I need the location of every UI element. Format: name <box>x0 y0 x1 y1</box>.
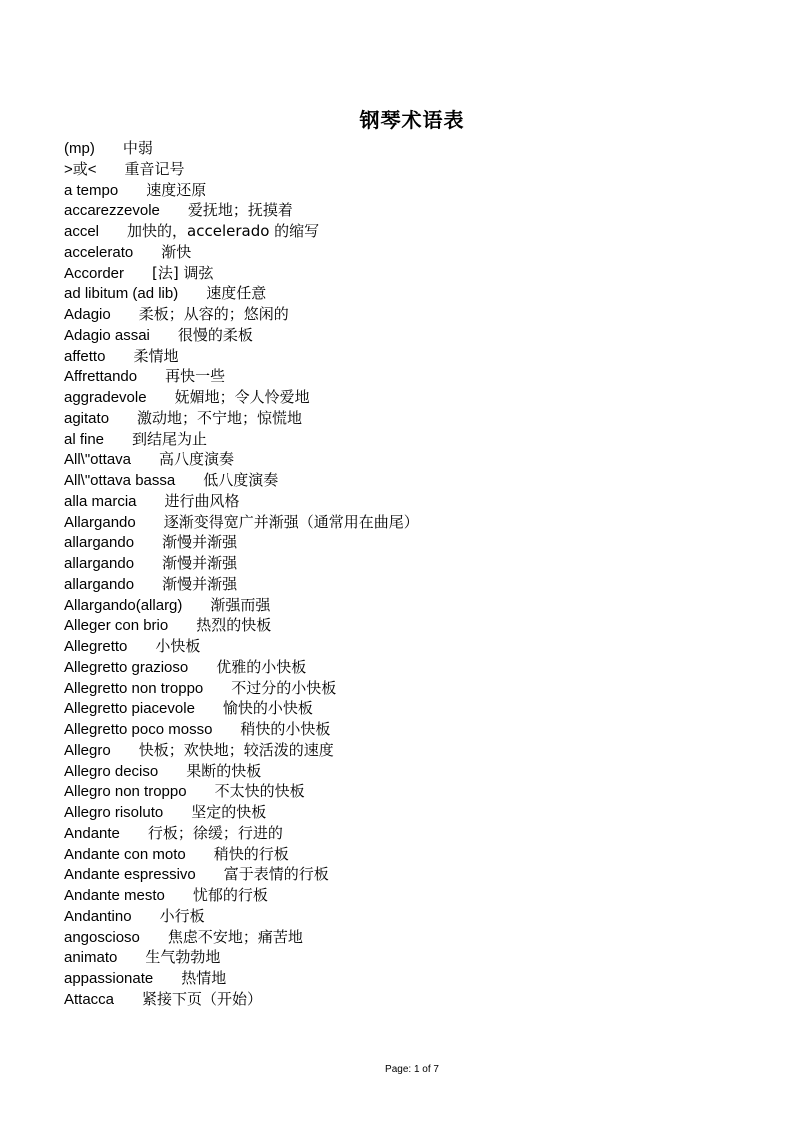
entry-term: Allegretto piacevole <box>64 700 195 718</box>
entry-term: accel <box>64 223 100 240</box>
entry-term: aggradevole <box>64 389 147 406</box>
entry-term: Allargando(allarg) <box>64 596 183 614</box>
glossary-entry <box>64 802 764 823</box>
entry-meaning: 热情地 <box>181 969 227 987</box>
glossary-entry <box>64 429 764 450</box>
entry-term: al fine <box>64 430 105 448</box>
entry-term: agitato <box>64 409 110 427</box>
glossary-entry <box>64 180 764 201</box>
entry-meaning: 不过分的小快板 <box>231 678 337 697</box>
glossary-entry <box>64 553 764 574</box>
entry-term: Andante mesto <box>64 887 165 904</box>
entry-meaning: 逐渐变得宽广并渐强（通常用在曲尾） <box>163 512 419 531</box>
entry-term: All\"ottava bassa <box>64 472 176 489</box>
glossary-entry <box>64 927 764 948</box>
glossary-entry <box>64 906 764 927</box>
entry-term: Andante <box>64 824 120 842</box>
entry-term: Allegro deciso <box>64 762 159 780</box>
glossary-entry <box>64 574 764 595</box>
entry-term: allargando <box>64 534 135 552</box>
entry-term: Adagio assai <box>64 326 150 344</box>
entry-meaning: 加快的，accelerado 的缩写 <box>127 222 320 240</box>
entry-meaning: 重音记号 <box>124 159 185 178</box>
entry-meaning: 行板；徐缓；行进的 <box>147 823 283 842</box>
entry-meaning: 高八度演奏 <box>159 450 235 469</box>
glossary-entry <box>64 325 764 346</box>
entry-meaning: 富于表情的行板 <box>223 865 329 884</box>
entry-term: angoscioso <box>64 928 140 946</box>
entry-meaning: 渐快 <box>161 242 192 261</box>
entry-meaning: 激动地；不宁地；惊慌地 <box>137 408 303 427</box>
entry-term: allargando <box>64 555 135 572</box>
glossary-entry <box>64 387 764 408</box>
entry-meaning: 柔情地 <box>133 346 179 365</box>
entry-term: allargando <box>64 575 135 593</box>
entry-term: Allegretto poco mosso <box>64 721 213 738</box>
entry-meaning: 渐慢并渐强 <box>162 554 238 572</box>
entry-term: ad libitum (ad lib) <box>64 285 179 303</box>
glossary-entry <box>64 263 764 284</box>
glossary-entry <box>64 615 764 636</box>
entry-term: Allargando <box>64 513 136 531</box>
entry-meaning: 速度任意 <box>206 284 267 303</box>
entry-meaning: 小行板 <box>159 906 205 925</box>
entry-term: Affrettando <box>64 368 138 386</box>
entry-term: Allegretto grazioso <box>64 658 189 676</box>
glossary-entry <box>64 636 764 657</box>
entry-term: appassionate <box>64 970 154 987</box>
entry-meaning: 低八度演奏 <box>203 471 279 489</box>
glossary-entry <box>64 823 764 844</box>
glossary-entry <box>64 221 764 242</box>
entry-meaning: 柔板；从容的；悠闲的 <box>138 305 289 323</box>
entry-term: affetto <box>64 347 106 365</box>
entry-term: accelerato <box>64 243 134 261</box>
entry-meaning: 爱抚地；抚摸着 <box>187 201 293 220</box>
entry-meaning: 不太快的快板 <box>214 782 305 801</box>
entry-meaning: 愉快的小快板 <box>222 699 313 718</box>
entry-term: a tempo <box>64 181 119 199</box>
entry-term: accarezzevole <box>64 202 160 220</box>
entry-meaning: 渐慢并渐强 <box>162 574 238 593</box>
glossary-entry <box>64 781 764 802</box>
entry-meaning: 小快板 <box>155 637 201 655</box>
glossary-entry <box>64 138 764 159</box>
glossary-entry <box>64 449 764 470</box>
entry-term: All\"ottava <box>64 451 132 469</box>
entry-meaning: 稍快的小快板 <box>240 720 331 738</box>
entry-term: Allegretto non troppo <box>64 679 204 697</box>
entry-meaning: 忧郁的行板 <box>192 886 268 904</box>
entry-meaning: 中弱 <box>122 139 153 157</box>
entry-term: Andante espressivo <box>64 866 196 884</box>
glossary-entry <box>64 657 764 678</box>
glossary-entry <box>64 844 764 865</box>
glossary-entry <box>64 304 764 325</box>
entry-term: >或< <box>64 160 97 178</box>
glossary-entry <box>64 346 764 367</box>
glossary-entry <box>64 761 764 782</box>
entry-meaning: 进行曲风格 <box>164 491 240 510</box>
glossary-entry <box>64 698 764 719</box>
entry-meaning: 焦虑不安地；痛苦地 <box>167 927 303 946</box>
entry-meaning: 热烈的快板 <box>196 616 272 635</box>
entry-term: Andante con moto <box>64 845 186 863</box>
entry-meaning: 渐强而强 <box>210 595 271 614</box>
glossary-entry <box>64 532 764 553</box>
glossary-entry <box>64 366 764 387</box>
glossary-entry <box>64 719 764 740</box>
glossary-entry <box>64 595 764 616</box>
entry-term: Allegretto <box>64 638 128 655</box>
glossary-entry <box>64 968 764 989</box>
page-title: 钢琴术语表 <box>359 108 465 132</box>
glossary-entry <box>64 885 764 906</box>
entry-meaning: 到结尾为止 <box>132 429 208 448</box>
glossary-entry <box>64 159 764 180</box>
entry-meaning: 紧接下页（开始） <box>142 989 263 1008</box>
entry-term: animato <box>64 949 118 967</box>
glossary-entry <box>64 947 764 968</box>
entry-term: Adagio <box>64 306 111 323</box>
glossary-entry <box>64 512 764 533</box>
entry-meaning: 很慢的柔板 <box>177 325 253 344</box>
entry-term: Allegro <box>64 741 111 759</box>
glossary-entry <box>64 242 764 263</box>
entry-meaning: 优雅的小快板 <box>216 657 307 676</box>
page-footer: Page: 1 of 7 <box>385 1064 439 1075</box>
entry-term: Attacca <box>64 990 115 1008</box>
entry-term: Allegro non troppo <box>64 783 187 801</box>
entry-meaning: [法] 调弦 <box>152 263 214 282</box>
glossary-entry <box>64 491 764 512</box>
entry-term: Accorder <box>64 264 125 282</box>
entry-meaning: 妩媚地；令人怜爱地 <box>174 388 310 406</box>
entry-term: Alleger con brio <box>64 617 169 635</box>
entry-meaning: 快板；欢快地；较活泼的速度 <box>138 740 334 759</box>
entry-term: Andantino <box>64 907 132 925</box>
glossary-entry <box>64 283 764 304</box>
glossary-entry <box>64 200 764 221</box>
entry-meaning: 果断的快板 <box>186 761 262 780</box>
glossary-list <box>64 138 764 1010</box>
entry-meaning: 稍快的行板 <box>213 844 289 863</box>
entry-meaning: 再快一些 <box>165 367 226 386</box>
glossary-entry <box>64 408 764 429</box>
entry-term: Allegro risoluto <box>64 804 164 821</box>
entry-meaning: 速度还原 <box>146 180 207 199</box>
glossary-entry <box>64 678 764 699</box>
entry-term: (mp) <box>64 140 95 157</box>
entry-term: alla marcia <box>64 492 137 510</box>
entry-meaning: 坚定的快板 <box>191 803 267 821</box>
entry-meaning: 生气勃勃地 <box>145 948 221 967</box>
glossary-entry <box>64 740 764 761</box>
glossary-entry <box>64 989 764 1010</box>
entry-meaning: 渐慢并渐强 <box>162 533 238 552</box>
glossary-entry <box>64 470 764 491</box>
glossary-entry <box>64 864 764 885</box>
